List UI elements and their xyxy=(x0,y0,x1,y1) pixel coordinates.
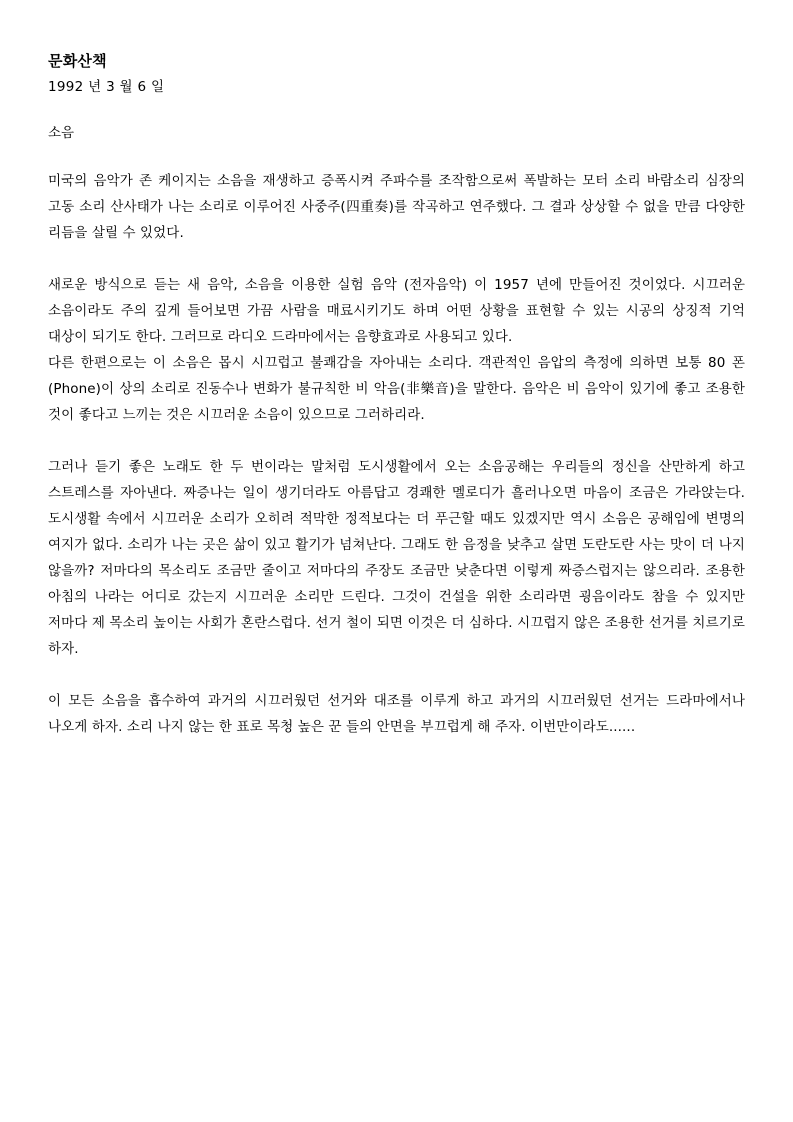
paragraph-3: 다른 한편으로는 이 소음은 몹시 시끄럽고 불쾌감을 자아내는 소리다. 객관적인 음압의 측정에 의하면 보통 80 폰(Phone)이 상의 소리로 진동수나 변화가 불규칙한 비 악음(非樂音)을 말한다. 음악은 비 음악이 있기에 좋고 조용한 것이 좋다고 느끼는 것은 시끄러운 소음이 있으므로 그러하리라. xyxy=(48,355,745,423)
paragraph-2: 새로운 방식으로 듣는 새 음악, 소음을 이용한 실험 음악 (전자음악) 이 1957 년에 만들어진 것이었다. 시끄러운 소음이라도 주의 깊게 들어보면 가끔 사람을 매료시키기도 하며 어떤 상황을 표현할 수 있는 시공의 상징적 기억 대상이 되기도 한다. 그러므로 라디오 드라마에서는 음향효과로 사용되고 있다. xyxy=(48,277,745,345)
document-content xyxy=(48,50,745,740)
paragraph-4: 그러나 듣기 좋은 노래도 한 두 번이라는 말처럼 도시생활에서 오는 소음공해는 우리들의 정신을 산만하게 하고 스트레스를 자아낸다. 짜증나는 일이 생기더라도 아름답고 경쾌한 멜로디가 흘러나오면 마음이 조금은 가라앉는다. 도시생활 속에서 시끄러운 소리가 오히려 적막한 정적보다는 더 푸근할 때도 있겠지만 역시 소음은 공해임에 변명의 여지가 없다. 소리가 나는 곳은 삶이 있고 활기가 넘쳐난다. 그래도 한 음정을 낮추고 살면 도란도란 사는 맛이 더 나지 않을까? 저마다의 목소리도 조금만 줄이고 저마다의 주장도 조금만 낮춘다면 이렇게 짜증스럽지는 않으리라. 조용한 아침의 나라는 어디로 갔는지 시끄러운 소리만 드린다. 그것이 건설을 위한 소리라면 굉음이라도 참을 수 있지만 저마다 제 목소리 높이는 사회가 혼란스럽다. 선거 철이 되면 이것은 더 심하다. 시끄럽지 않은 조용한 선거를 치르기로 하자. xyxy=(48,459,745,657)
paragraph-1: 미국의 음악가 존 케이지는 소음을 재생하고 증폭시켜 주파수를 조작함으로써 폭발하는 모터 소리 바람소리 심장의 고동 소리 산사태가 나는 소리로 이루어진 사중주(四重奏)를 작곡하고 연주했다. 그 결과 상상할 수 없을 만큼 다양한 리듬을 살릴 수 있었다. xyxy=(48,173,745,241)
document-subject: 소음 xyxy=(48,125,75,141)
paragraph-5: 이 모든 소음을 흡수하여 과거의 시끄러웠던 선거와 대조를 이루게 하고 과거의 시끄러웠던 선거는 드라마에서나 나오게 하자. 소리 나지 않는 한 표로 목청 높은 꾼 들의 안면을 부끄럽게 해 주자. 이번만이라도...... xyxy=(48,693,745,735)
document-date: 1992 년 3 월 6 일 xyxy=(48,79,165,95)
document-title: 문화산책 xyxy=(48,52,107,70)
document-body xyxy=(48,168,745,740)
